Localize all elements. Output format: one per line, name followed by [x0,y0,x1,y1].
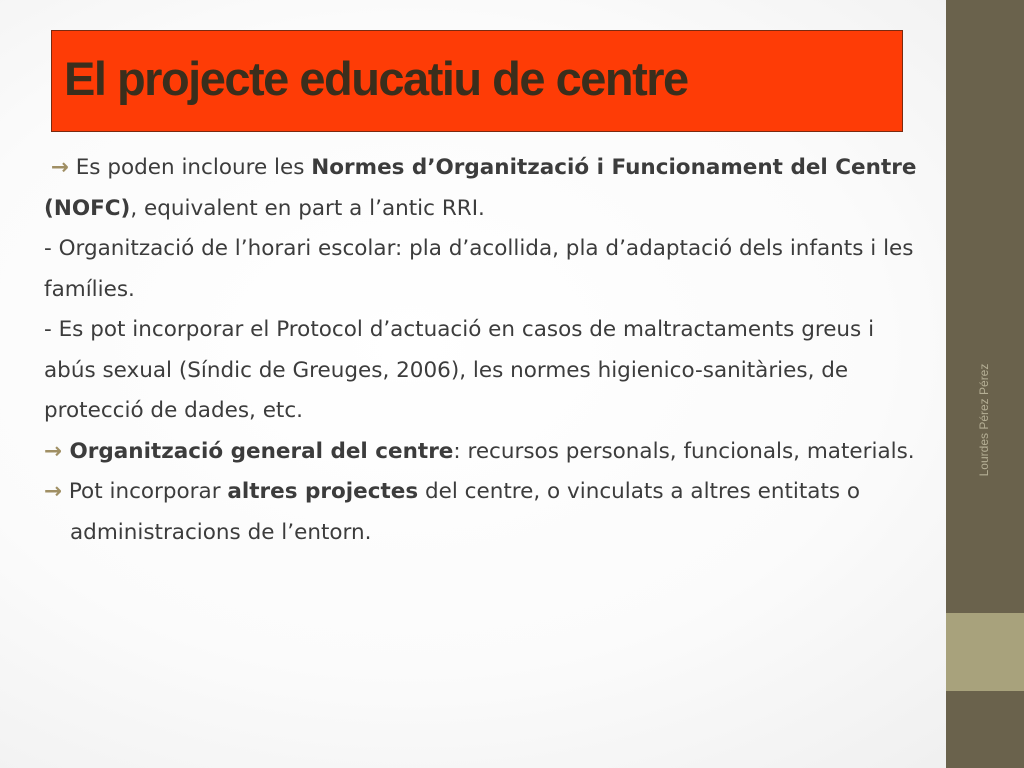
slide-body [44,148,929,553]
side-bar-accent [946,613,1024,691]
arrow-right-icon: → [44,438,63,464]
arrow-right-icon: → [50,155,69,180]
arrow-right-icon: → [44,479,63,504]
paragraph-nofc [44,148,929,229]
paragraph-horari: - Organització de l’horari escolar: pla d’acollida, pla d’adaptació dels infants i les famílies. [44,236,914,302]
paragraph-bold-text: Organització general del centre [62,438,454,464]
slide-title: El projecte educatiu de centre [64,52,688,105]
author-footer: Lourdes Pérez Pérez [977,363,991,477]
paragraph-organitzacio [44,432,929,473]
paragraph-text: : recursos personals, funcionals, materials. [453,438,915,464]
paragraph-protocol: - Es pot incorporar el Protocol d’actuació en casos de maltractaments greus i abús sexual (Síndic de Greuges, 2006), les normes higienico-sanitàries, de protecció de dades, etc. [44,317,875,423]
paragraph-text: del centre, o vinculats a altres entitats o administracions de l’entorn. [70,479,861,545]
paragraph-text: , equivalent en part a l’antic RRI. [130,195,485,221]
title-box [51,30,903,132]
paragraph-text: Pot incorporar [62,479,228,504]
paragraph-bold-text: Normes d’Organització i Funcionament del Centre (NOFC) [44,155,917,221]
paragraph-altres-projectes [44,472,929,553]
paragraph-text: Es poden incloure les [68,155,312,180]
paragraph-bold-text: altres projectes [227,479,419,504]
